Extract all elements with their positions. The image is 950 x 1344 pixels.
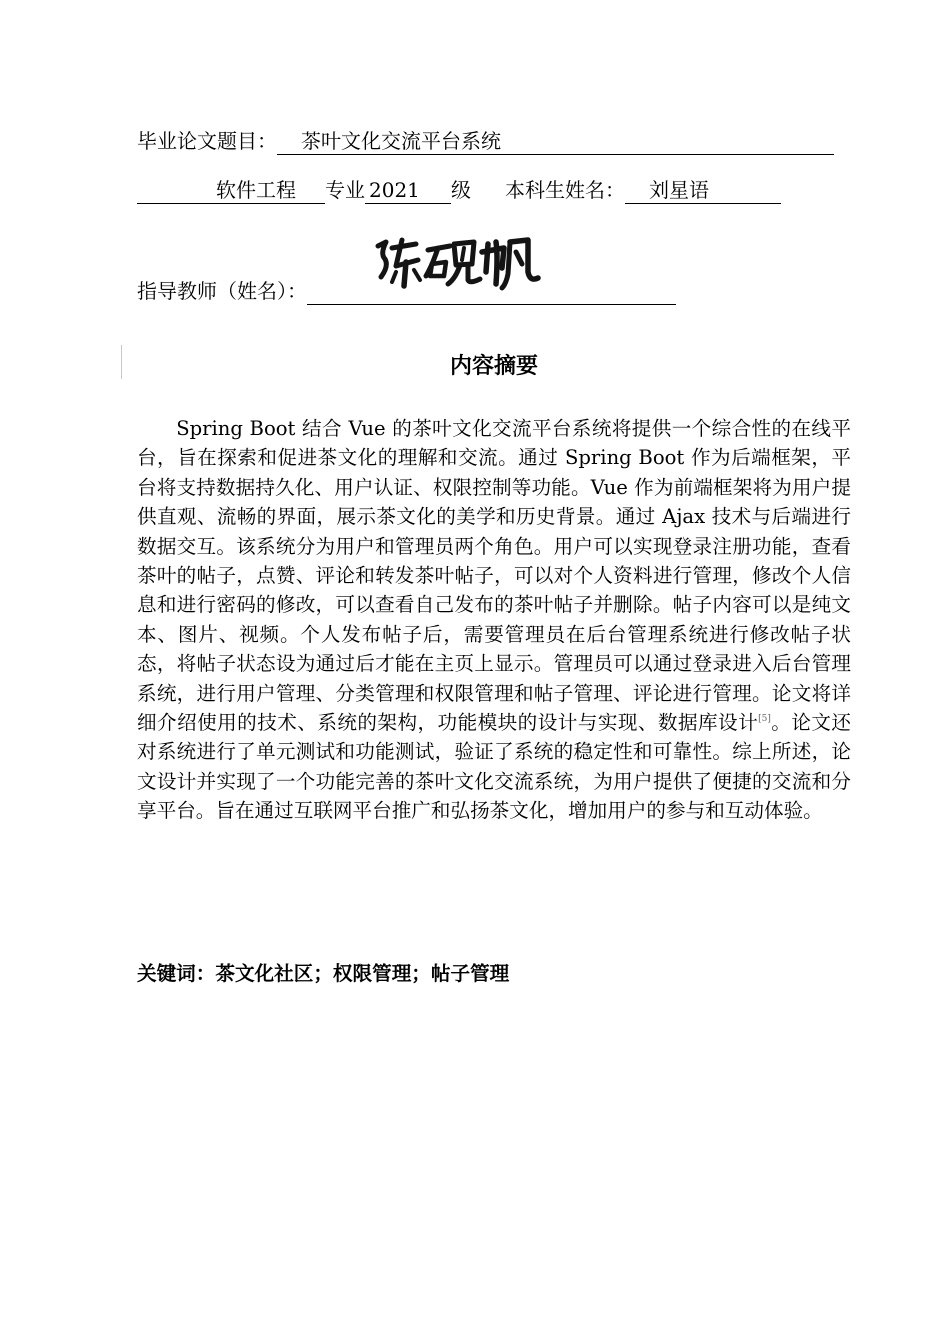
- abstract-body-part2: 。论文还对系统进行了单元测试和功能测试，验证了系统的稳定性和可靠性。综上所述，论文设计并实现了一个功能完善的茶叶文化交流系统，为用户提供了便捷的交流和分享平台。旨在通过互联网平台推广和弘扬茶文化，增加用户的参与和互动体验。: [137, 711, 852, 823]
- keywords-value: 茶文化社区；权限管理；帖子管理: [215, 962, 510, 985]
- thesis-title-label: 毕业论文题目：: [137, 129, 277, 153]
- grade-value: 2021: [369, 178, 420, 202]
- student-info-row: [137, 177, 781, 204]
- student-name-value: 刘星语: [649, 178, 709, 202]
- abstract-body-part1: Spring Boot 结合 Vue 的茶叶文化交流平台系统将提供一个综合性的在线平台，旨在探索和促进茶文化的理解和交流。通过 Spring Boot 作为后端框架，平台将支持数据持久化、用户认证、权限控制等功能。Vue 作为前端框架将为用户提供直观、流畅的界面，展示茶文化的美学和历史背景。通过 Ajax 技术与后端进行数据交互。该系统分为用户和管理员两个角色。用户可以实现登录注册功能，查看茶叶的帖子，点赞、评论和转发茶叶帖子，可以对个人资料进行管理，修改个人信息和进行密码的修改，可以查看自己发布的茶叶帖子并删除。帖子内容可以是纯文本、图片、视频。个人发布帖子后，需要管理员在后台管理系统进行修改帖子状态，将帖子状态设为通过后才能在主页上显示。管理员可以通过登录进入后台管理系统，进行用户管理、分类管理和权限管理和帖子管理、评论进行管理。论文将详细介绍使用的技术、系统的架构，功能模块的设计与实现、数据库设计: [137, 417, 851, 735]
- thesis-title-value: 茶叶文化交流平台系统: [301, 129, 501, 153]
- major-label: 专业: [325, 178, 365, 202]
- advisor-label: 指导教师（姓名）：: [137, 279, 307, 303]
- major-underline: [137, 177, 325, 204]
- grade-underline: [365, 177, 451, 204]
- abstract-title: 内容摘要: [449, 354, 538, 379]
- thesis-title-row: [137, 128, 834, 155]
- major-value: 软件工程: [216, 178, 296, 202]
- advisor-signature: [372, 232, 542, 294]
- citation-ref: [5]: [758, 714, 771, 725]
- keywords-line: [137, 957, 509, 986]
- abstract-body: [137, 414, 851, 826]
- student-name-underline: [625, 177, 781, 204]
- grade-label: 级: [451, 178, 471, 202]
- thesis-title-underline: [277, 128, 834, 155]
- student-name-label: 本科生姓名：: [505, 178, 625, 202]
- keywords-label: 关键词：: [137, 962, 216, 985]
